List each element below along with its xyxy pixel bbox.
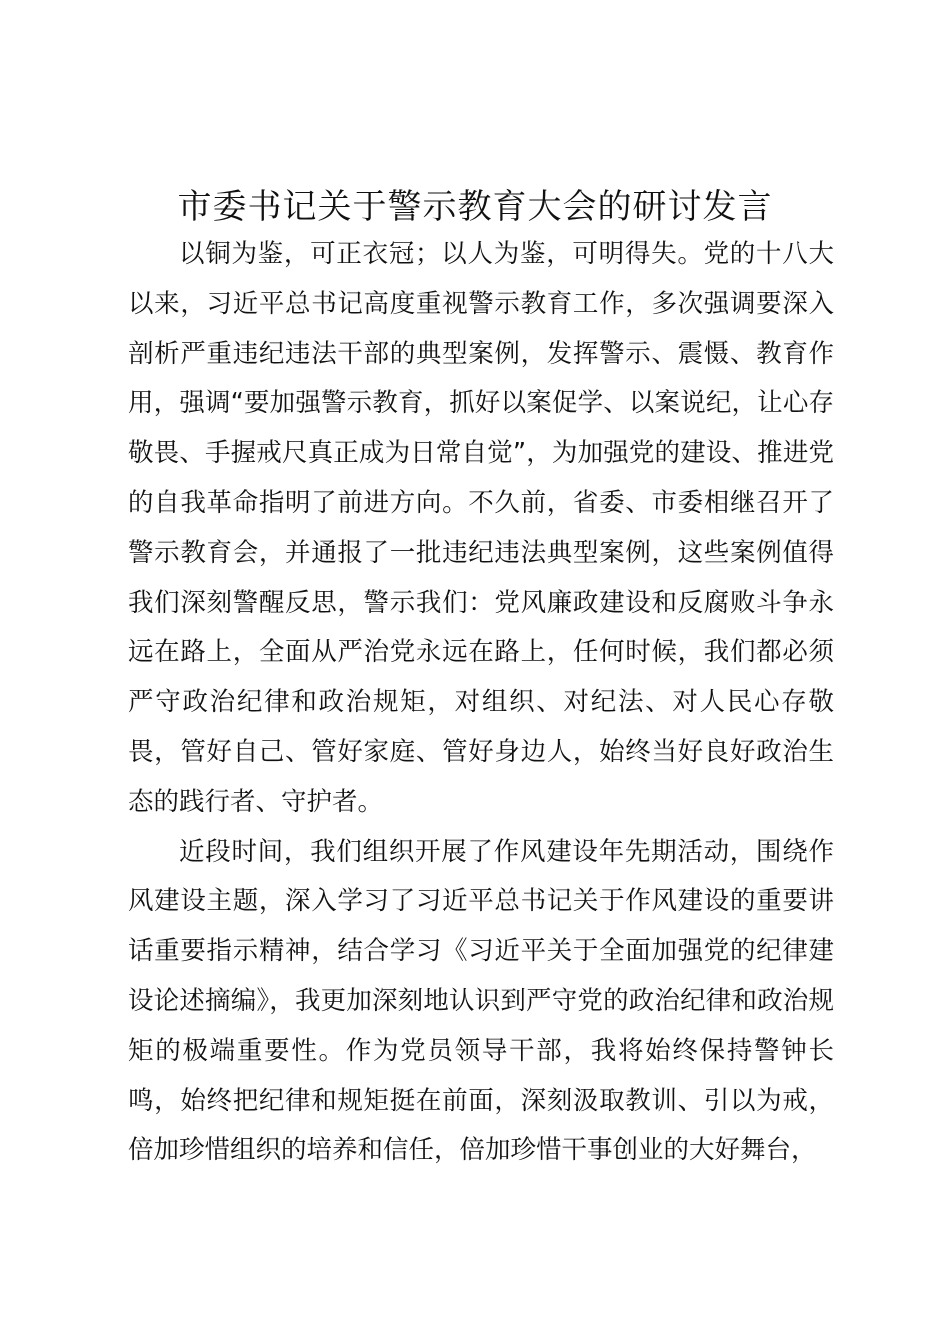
document-body: [128, 230, 834, 1176]
paragraph-2: 近段时间，我们组织开展了作风建设年先期活动，围绕作风建设主题，深入学习了习近平总书记关于作风建设的重要讲话重要指示精神，结合学习《习近平关于全面加强党的纪律建设论述摘编》，我更加深刻地认识到严守党的政治纪律和政治规矩的极端重要性。作为党员领导干部，我将始终保持警钟长鸣，始终把纪律和规矩挺在前面，深刻汲取教训、引以为戒，倍加珍惜组织的培养和信任，倍加珍惜干事创业的大好舞台，: [128, 836, 834, 1166]
paragraph-1: 以铜为鉴，可正衣冠；以人为鉴，可明得失。党的十八大以来，习近平总书记高度重视警示教育工作，多次强调要深入剖析严重违纪违法干部的典型案例，发挥警示、震慑、教育作用，强调“要加强警示教育，抓好以案促学、以案说纪，让心存敬畏、手握戒尺真正成为日常自觉”，为加强党的建设、推进党的自我革命指明了前进方向。不久前，省委、市委相继召开了警示教育会，并通报了一批违纪违法典型案例，这些案例值得我们深刻警醒反思，警示我们：党风廉政建设和反腐败斗争永远在路上，全面从严治党永远在路上，任何时候，我们都必须严守政治纪律和政治规矩，对组织、对纪法、对人民心存敬畏，管好自己、管好家庭、管好身边人，始终当好良好政治生态的践行者、守护者。: [128, 239, 834, 817]
document-title: 市委书记关于警示教育大会的研讨发言: [177, 187, 773, 227]
